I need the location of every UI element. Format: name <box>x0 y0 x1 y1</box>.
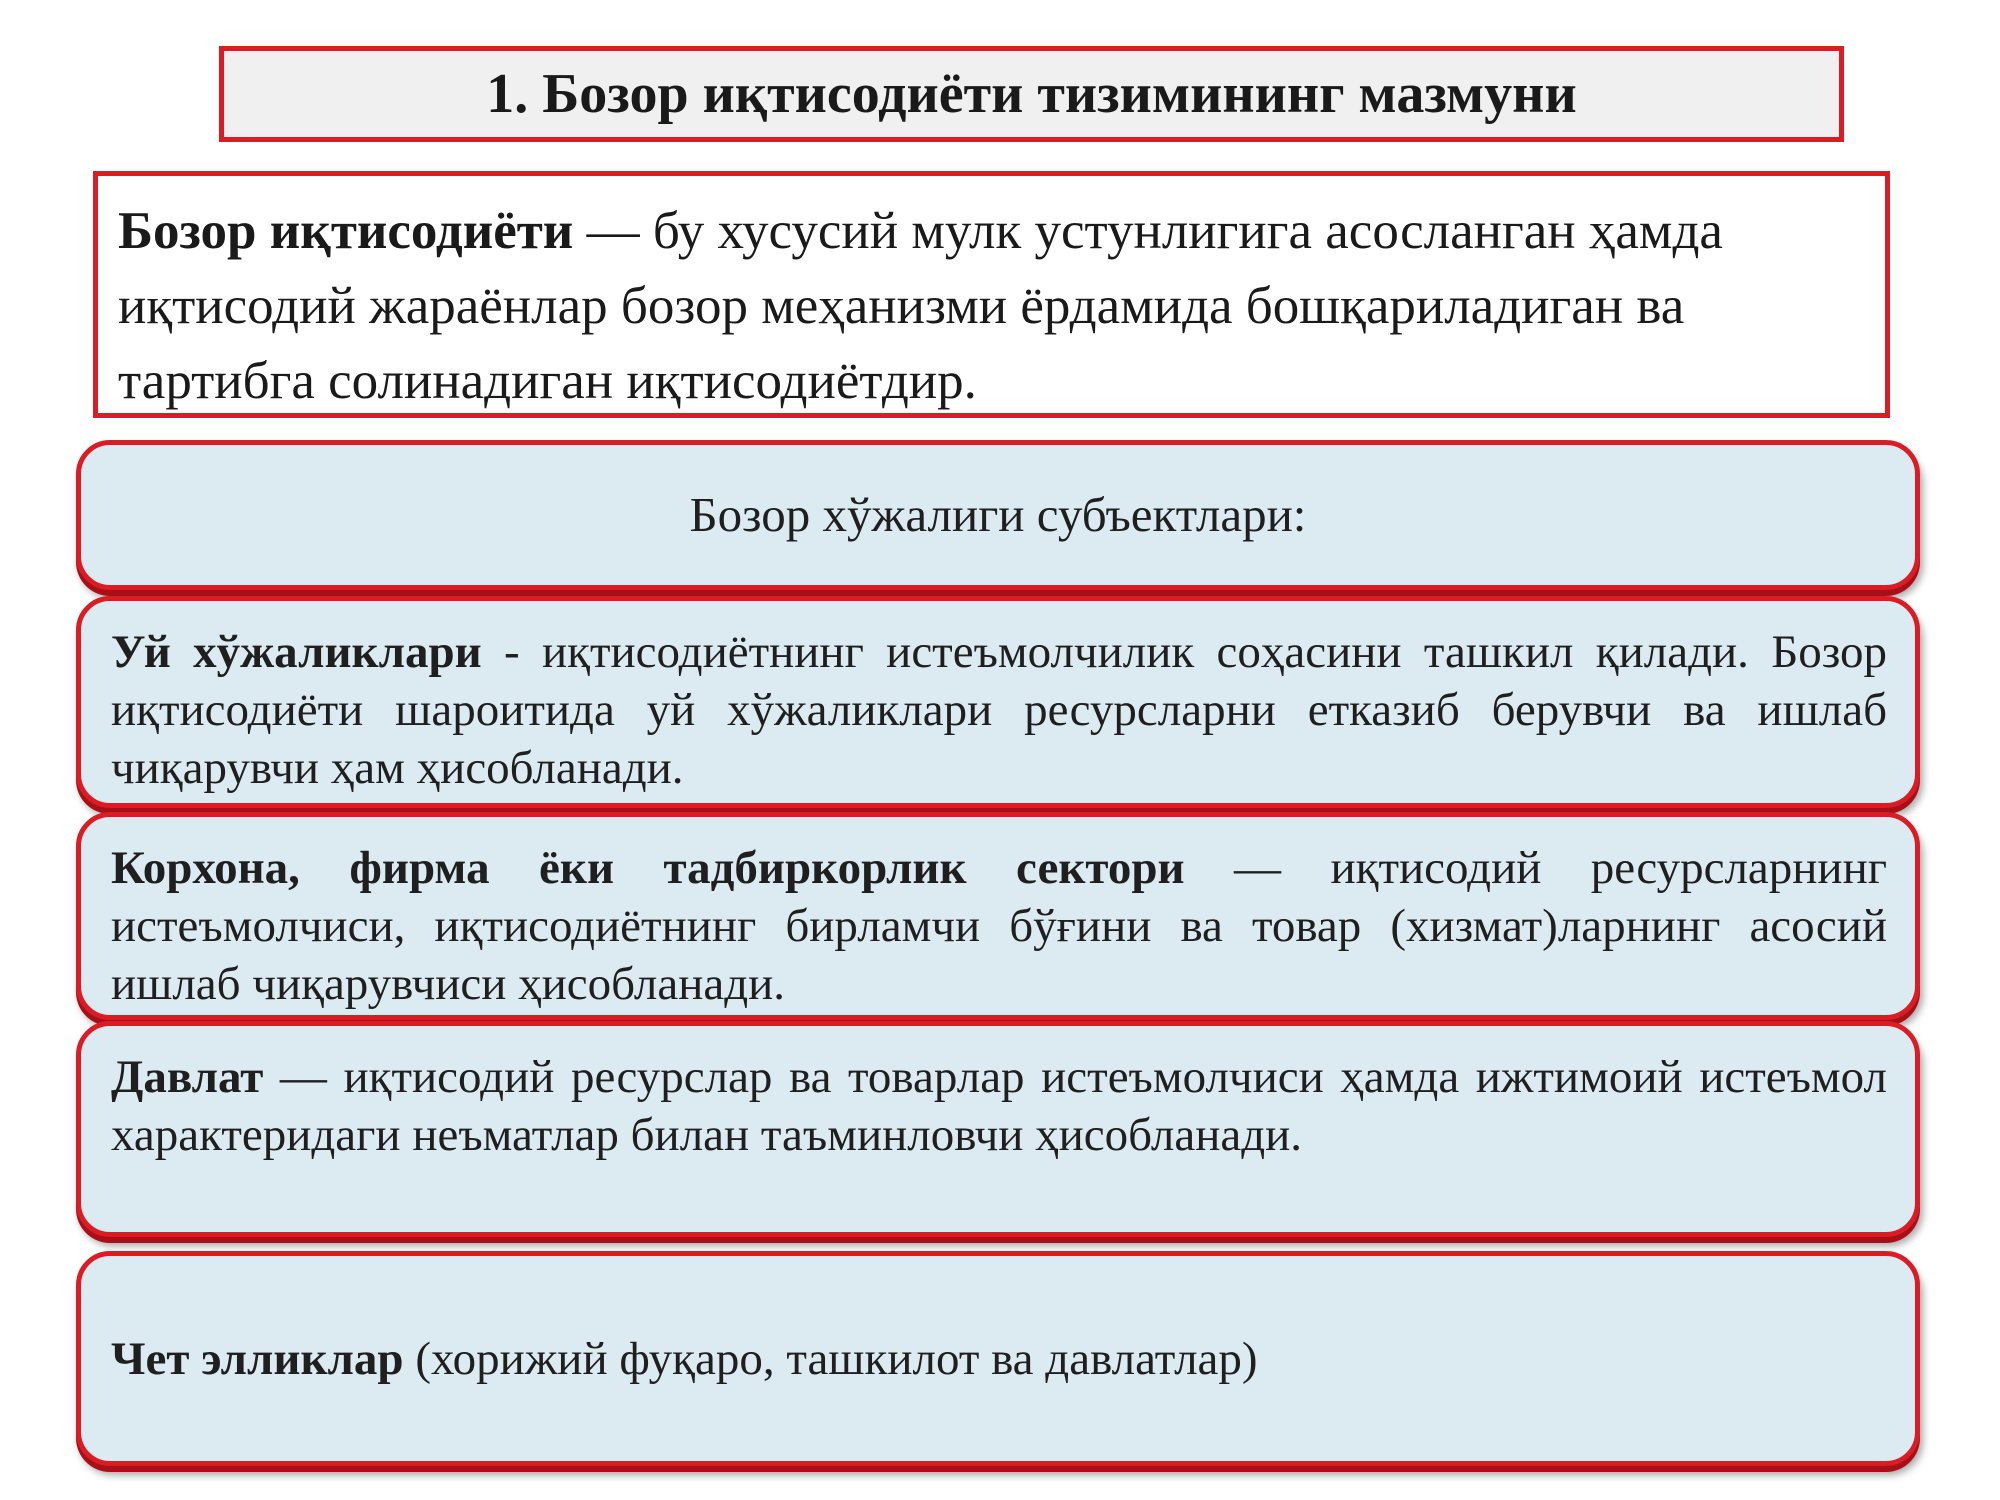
subject-text: — иқтисодий ресурслар ва товарлар истеъмолчиси ҳамда ижтимоий истеъмол характеридаги неъматлар билан таъминловчи ҳисобланади. <box>111 1051 1887 1161</box>
subject-panel-foreigners <box>76 1251 1920 1466</box>
subject-panel-enterprises <box>76 812 1920 1020</box>
subject-text: (хорижий фуқаро, ташкилот ва давлатлар) <box>403 1332 1258 1385</box>
definition-text: — бу хусусий мулк устунлигига асосланган ҳамда иқтисодий жараёнлар бозор меҳанизми ёрдамида бошқариладиган ва тартибга солинадиган иқтисодиётдир. <box>118 202 1723 410</box>
subjects-header: Бозор хўжалиги субъектлари: <box>689 487 1307 542</box>
subject-term: Уй хўжаликлари <box>111 626 482 678</box>
definition-term: Бозор иқтисодиёти <box>118 202 574 260</box>
subject-term: Чет элликлар <box>111 1332 404 1385</box>
subjects-header-panel <box>76 440 1920 590</box>
subject-term: Давлат <box>111 1051 264 1103</box>
subject-text: — иқтисодий ресурсларнинг истеъмолчиси, иқтисодиётнинг бирламчи бўғини ва товар (хизмат)ларнинг асосий ишлаб чиқарувчиси ҳисобланади. <box>111 842 1887 1010</box>
subject-term: Корхона, фирма ёки тадбиркорлик сектори <box>111 842 1185 894</box>
subject-panel-households <box>76 596 1920 808</box>
subject-panel-state <box>76 1021 1920 1237</box>
page-title: 1. Бозор иқтисодиёти тизимининг мазмуни <box>219 46 1844 142</box>
subject-text: - иқтисодиётнинг истеъмолчилик соҳасини ташкил қилади. Бозор иқтисодиёти шароитида уй хўжаликлари ресурсларни етказиб берувчи ва ишлаб чиқарувчи ҳам ҳисобланади. <box>111 626 1887 794</box>
definition-box <box>93 171 1890 418</box>
